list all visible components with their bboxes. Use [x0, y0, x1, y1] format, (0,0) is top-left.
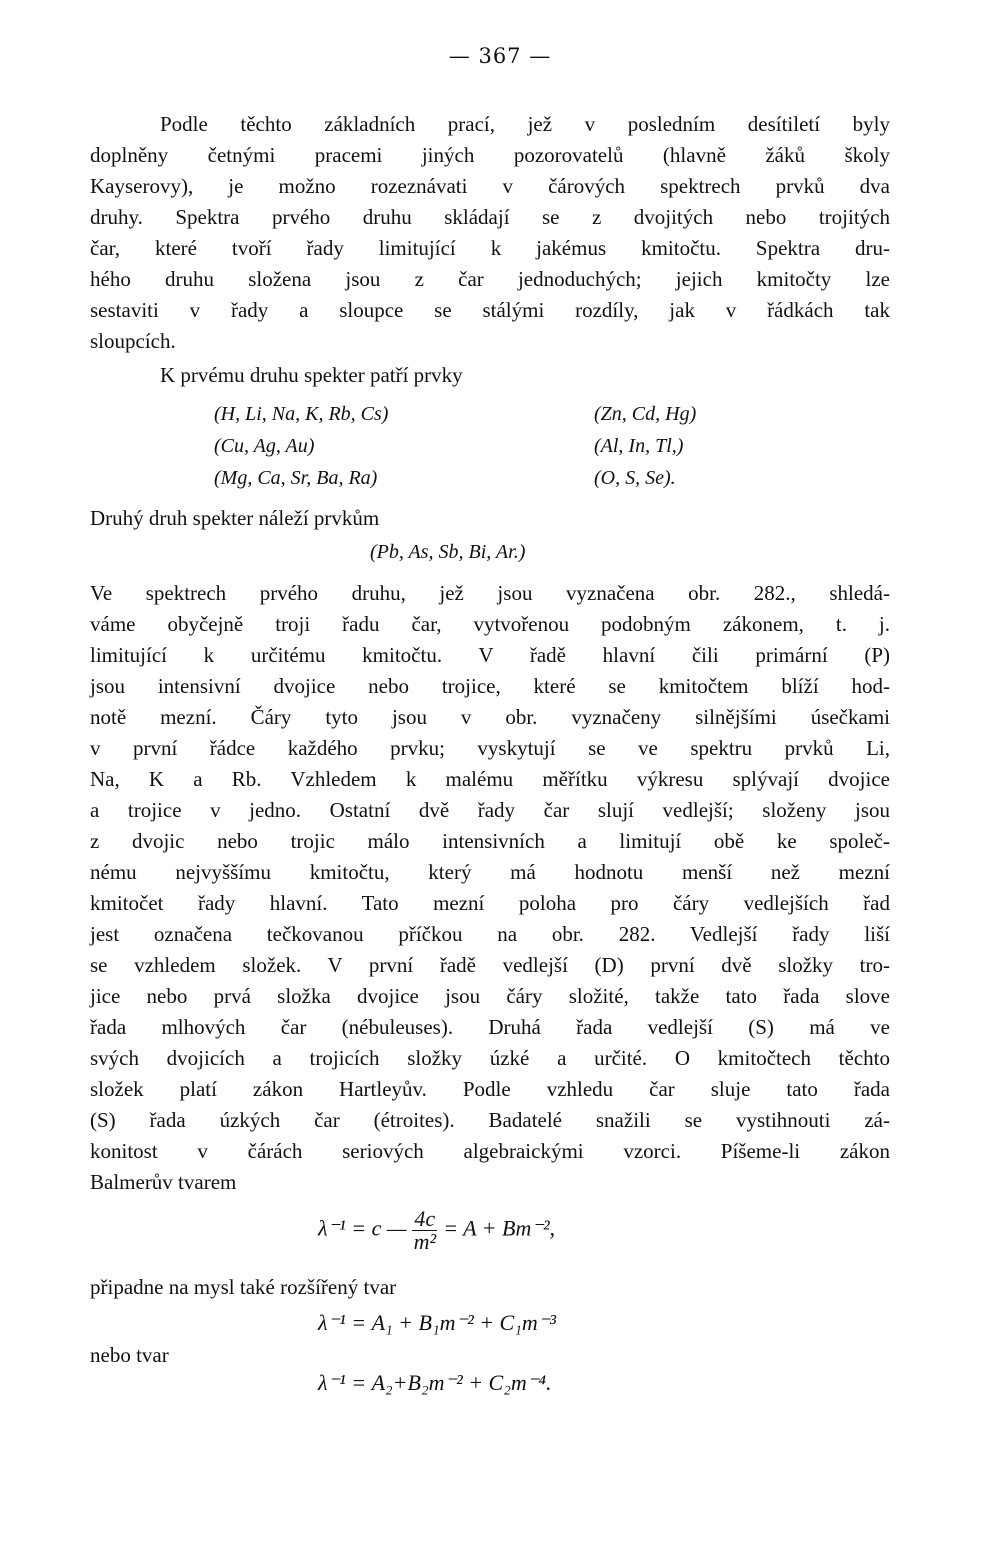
text-line: svých dvojicích a trojicích složky úzké a určité. O kmitočtech těchto [90, 1046, 890, 1070]
text-line: se vzhledem složek. V první řadě vedlejší (D) první dvě složky tro- [90, 953, 890, 977]
element-group: (O, S, Se). [594, 467, 676, 489]
element-group: (Al, In, Tl,) [594, 435, 684, 457]
equation-balmer [318, 1208, 555, 1253]
text-line: (S) řada úzkých čar (étroites). Badatelé snažili se vystihnouti zá- [90, 1108, 890, 1132]
element-group: (H, Li, Na, K, Rb, Cs) [214, 403, 389, 425]
text-line: čar, které tvoří řady limitující k jakémus kmitočtu. Spektra dru- [90, 236, 890, 260]
text-line: Balmerův tvarem [90, 1170, 237, 1194]
fraction-numerator: 4c [414, 1206, 436, 1231]
text-line: váme obyčejně troji řadu čar, vytvořenou podobným zákonem, t. j. [90, 612, 890, 636]
text-line: Kayserovy), je možno rozeznávati v čárových spektrech prvků dva [90, 174, 890, 198]
equation-extended: λ⁻¹ = A₁ + B₁m⁻² + C₁m⁻³ [318, 1310, 556, 1335]
element-group: (Mg, Ca, Sr, Ba, Ra) [214, 467, 378, 489]
text-line: připadne na mysl také rozšířený tvar [90, 1275, 397, 1299]
text-line: kmitočet řady hlavní. Tato mezní poloha pro čáry vedlejších řad [90, 891, 890, 915]
text-line: jice nebo prvá složka dvojice jsou čáry složité, takže tato řada slove [90, 984, 890, 1008]
equation-rhs: = A + Bm⁻², [443, 1215, 556, 1241]
text-line: K prvému druhu spekter patří prvky [160, 363, 463, 387]
element-group: (Zn, Cd, Hg) [594, 403, 697, 425]
text-line: z dvojic nebo trojic málo intensivních a limitují obě ke společ- [90, 829, 890, 853]
text-line: sestaviti v řady a sloupce se stálými rozdíly, jak v řádkách tak [90, 298, 890, 322]
equation-fraction [412, 1208, 437, 1253]
text-line: hého druhu složena jsou z čar jednoduchých; jejich kmitočty lze [90, 267, 890, 291]
fraction-denominator: m² [413, 1229, 437, 1254]
equation-alternative: λ⁻¹ = A₂+B₂m⁻² + C₂m⁻⁴. [318, 1370, 552, 1395]
text-line: sloupcích. [90, 329, 176, 353]
text-line: nebo tvar [90, 1343, 169, 1367]
text-line: limitující k určitému kmitočtu. V řadě hlavní čili primární (P) [90, 643, 890, 667]
text-line: řada mlhových čar (nébuleuses). Druhá řada vedlejší (S) má ve [90, 1015, 890, 1039]
page-number: — 367 — [448, 44, 552, 68]
text-line: Druhý druh spekter náleží prvkům [90, 506, 380, 530]
text-line: Na, K a Rb. Vzhledem k malému měřítku výkresu splývají dvojice [90, 767, 890, 791]
element-group: (Cu, Ag, Au) [214, 435, 315, 457]
text-line: Podle těchto základních prací, jež v posledním desítiletí byly [160, 112, 890, 136]
text-line: v první řádce každého prvku; vyskytují se ve spektru prvků Li, [90, 736, 890, 760]
text-line: jsou intensivní dvojice nebo trojice, které se kmitočtem blíží hod- [90, 674, 890, 698]
text-line: Ve spektrech prvého druhu, jež jsou vyznačena obr. 282., shledá- [90, 581, 890, 605]
text-line: a trojice v jedno. Ostatní dvě řady čar slují vedlejší; složeny jsou [90, 798, 890, 822]
text-line: jest označena tečkovanou příčkou na obr. 282. Vedlejší řady liší [90, 922, 890, 946]
text-line: druhy. Spektra prvého druhu skládají se z dvojitých nebo trojitých [90, 205, 890, 229]
text-line: notě mezní. Čáry tyto jsou v obr. vyznačeny silnějšími úsečkami [90, 705, 890, 729]
text-line: složek platí zákon Hartleyův. Podle vzhledu čar sluje tato řada [90, 1077, 890, 1101]
element-group: (Pb, As, Sb, Bi, Ar.) [370, 541, 526, 563]
text-line: nému nejvyššímu kmitočtu, který má hodnotu menší než mezní [90, 860, 890, 884]
equation-lhs: λ⁻¹ = c — [318, 1215, 407, 1241]
text-line: doplněny četnými pracemi jiných pozorovatelů (hlavně žáků školy [90, 143, 890, 167]
text-line: konitost v čárách seriových algebraickými vzorci. Píšeme-li zákon [90, 1139, 890, 1163]
